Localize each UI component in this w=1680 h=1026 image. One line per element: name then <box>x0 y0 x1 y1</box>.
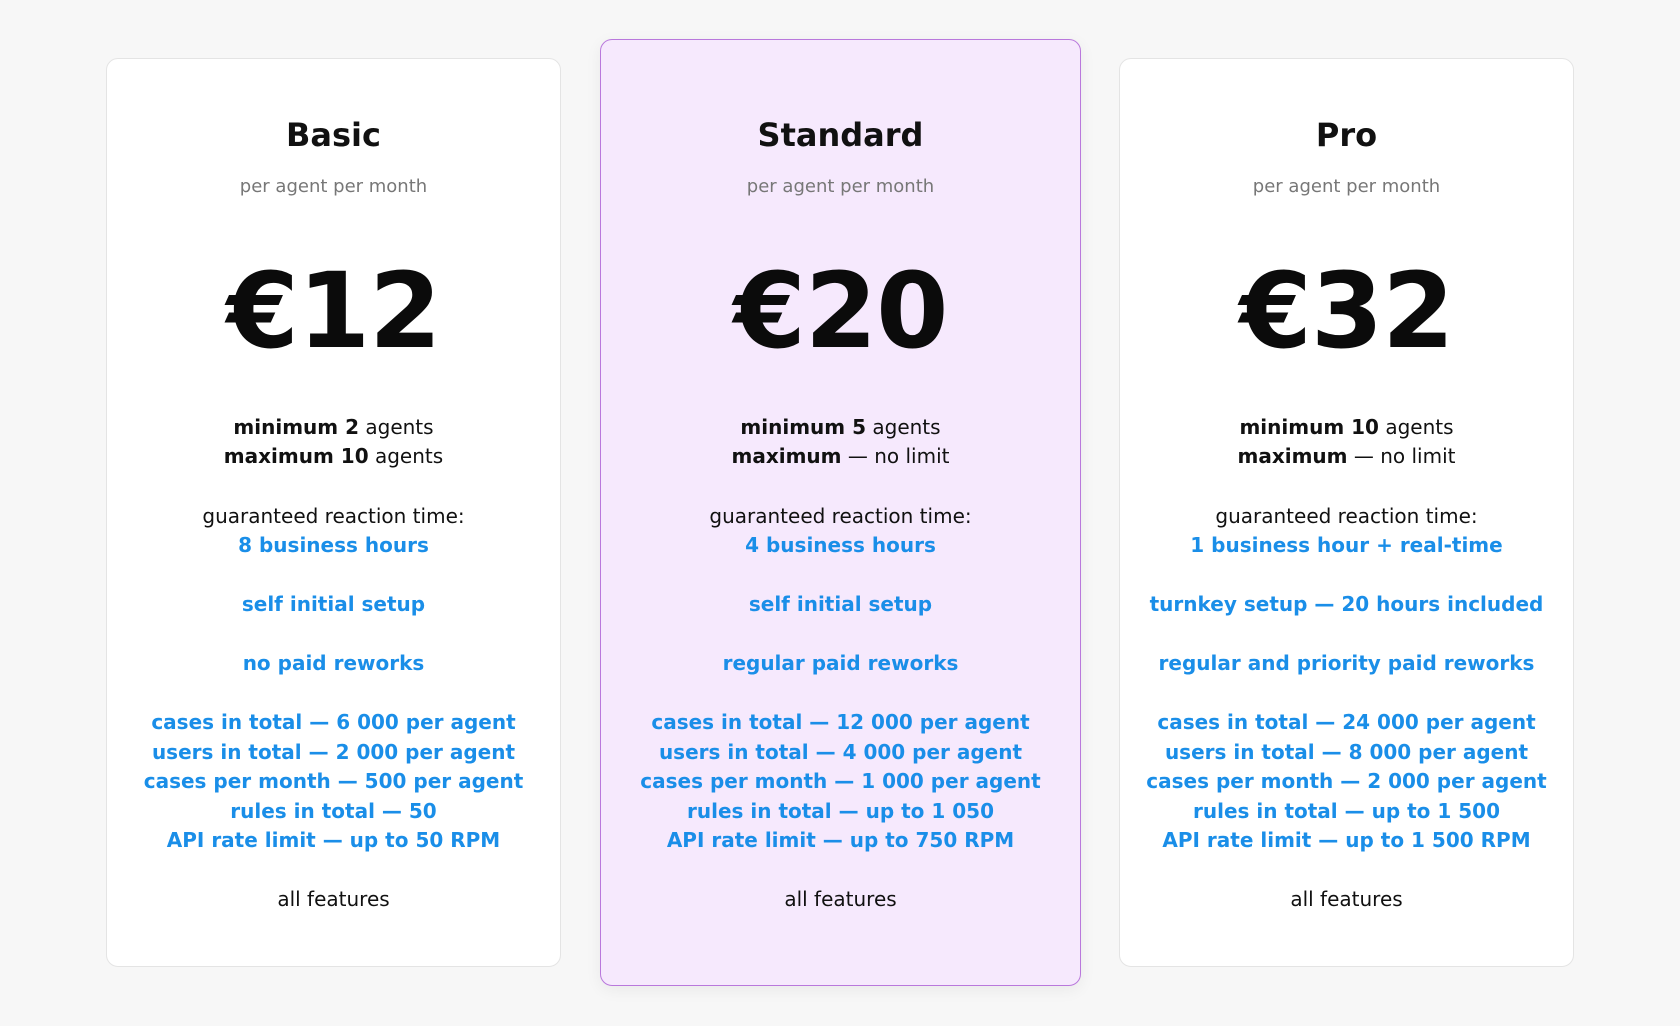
quota-item: rules in total — up to 1 500 <box>1193 798 1500 823</box>
features-text: all features <box>784 887 897 911</box>
minimum-label: minimum <box>233 415 339 439</box>
quota-list <box>601 708 1080 856</box>
plan-price: €32 <box>1239 250 1454 372</box>
quota-item: cases per month — 1 000 per agent <box>640 769 1041 793</box>
quota-item: users in total — 4 000 per agent <box>658 739 1023 764</box>
maximum-suffix: — no limit <box>1353 444 1456 468</box>
maximum-agents <box>107 442 560 471</box>
reaction-value: 1 business hour + real-time <box>1190 533 1503 557</box>
reaction-time <box>107 502 560 560</box>
minimum-value: 2 <box>345 415 360 439</box>
setup-feature: turnkey setup — 20 hours included <box>1149 592 1544 616</box>
quota-item: API rate limit — up to 50 RPM <box>166 828 501 852</box>
quota-item: API rate limit — up to 750 RPM <box>666 828 1015 852</box>
quota-item: users in total — 2 000 per agent <box>151 739 516 764</box>
maximum-suffix: — no limit <box>847 444 950 468</box>
plan-period: per agent per month <box>1252 176 1441 197</box>
maximum-suffix: agents <box>374 444 444 468</box>
maximum-value: 10 <box>340 444 369 468</box>
features-text: all features <box>1290 887 1403 911</box>
minimum-suffix: agents <box>872 415 941 439</box>
plan-name: Basic <box>286 116 381 154</box>
minimum-value: 10 <box>1351 415 1379 439</box>
reaction-label: guaranteed reaction time: <box>1215 504 1478 528</box>
reaction-value: 4 business hours <box>745 533 936 557</box>
maximum-label: maximum <box>731 444 842 468</box>
plan-period: per agent per month <box>746 176 935 197</box>
setup-feature: self initial setup <box>748 592 933 616</box>
reaction-label: guaranteed reaction time: <box>709 504 972 528</box>
reaction-value: 8 business hours <box>238 533 429 557</box>
agent-limits <box>1120 413 1573 471</box>
quota-item: users in total — 8 000 per agent <box>1164 739 1529 764</box>
quota-item: API rate limit — up to 1 500 RPM <box>1162 828 1531 852</box>
quota-item: rules in total — up to 1 050 <box>687 798 994 823</box>
minimum-suffix: agents <box>365 415 434 439</box>
plan-price: €20 <box>733 250 948 372</box>
plan-period: per agent per month <box>239 176 428 197</box>
agent-limits <box>601 413 1080 471</box>
agent-limits <box>107 413 560 471</box>
minimum-label: minimum <box>1239 415 1345 439</box>
quota-item: cases in total — 6 000 per agent <box>151 710 516 734</box>
minimum-value: 5 <box>852 415 867 439</box>
maximum-agents <box>601 442 1080 471</box>
quota-list <box>1120 708 1573 856</box>
reworks-feature: regular paid reworks <box>722 651 959 675</box>
maximum-label: maximum <box>223 444 334 468</box>
reaction-time <box>601 502 1080 560</box>
quota-item: cases in total — 12 000 per agent <box>651 710 1030 734</box>
plan-price: €12 <box>226 250 441 372</box>
reworks-feature: no paid reworks <box>242 651 425 675</box>
minimum-label: minimum <box>740 415 846 439</box>
quota-item: cases in total — 24 000 per agent <box>1157 710 1536 734</box>
pricing-card-pro <box>1119 58 1574 967</box>
features-text: all features <box>277 887 390 911</box>
quota-list <box>107 708 560 856</box>
reaction-label: guaranteed reaction time: <box>202 504 465 528</box>
quota-item: cases per month — 2 000 per agent <box>1146 769 1547 793</box>
maximum-agents <box>1120 442 1573 471</box>
minimum-agents <box>107 413 560 442</box>
pricing-card-standard <box>600 39 1081 986</box>
pricing-card-basic <box>106 58 561 967</box>
plan-name: Pro <box>1315 116 1378 154</box>
quota-item: cases per month — 500 per agent <box>143 769 524 793</box>
plan-name: Standard <box>757 116 924 154</box>
maximum-label: maximum <box>1237 444 1348 468</box>
minimum-agents <box>601 413 1080 442</box>
reaction-time <box>1120 502 1573 560</box>
minimum-agents <box>1120 413 1573 442</box>
quota-item: rules in total — 50 <box>230 798 437 823</box>
reworks-feature: regular and priority paid reworks <box>1158 651 1535 675</box>
setup-feature: self initial setup <box>241 592 426 616</box>
minimum-suffix: agents <box>1385 415 1454 439</box>
